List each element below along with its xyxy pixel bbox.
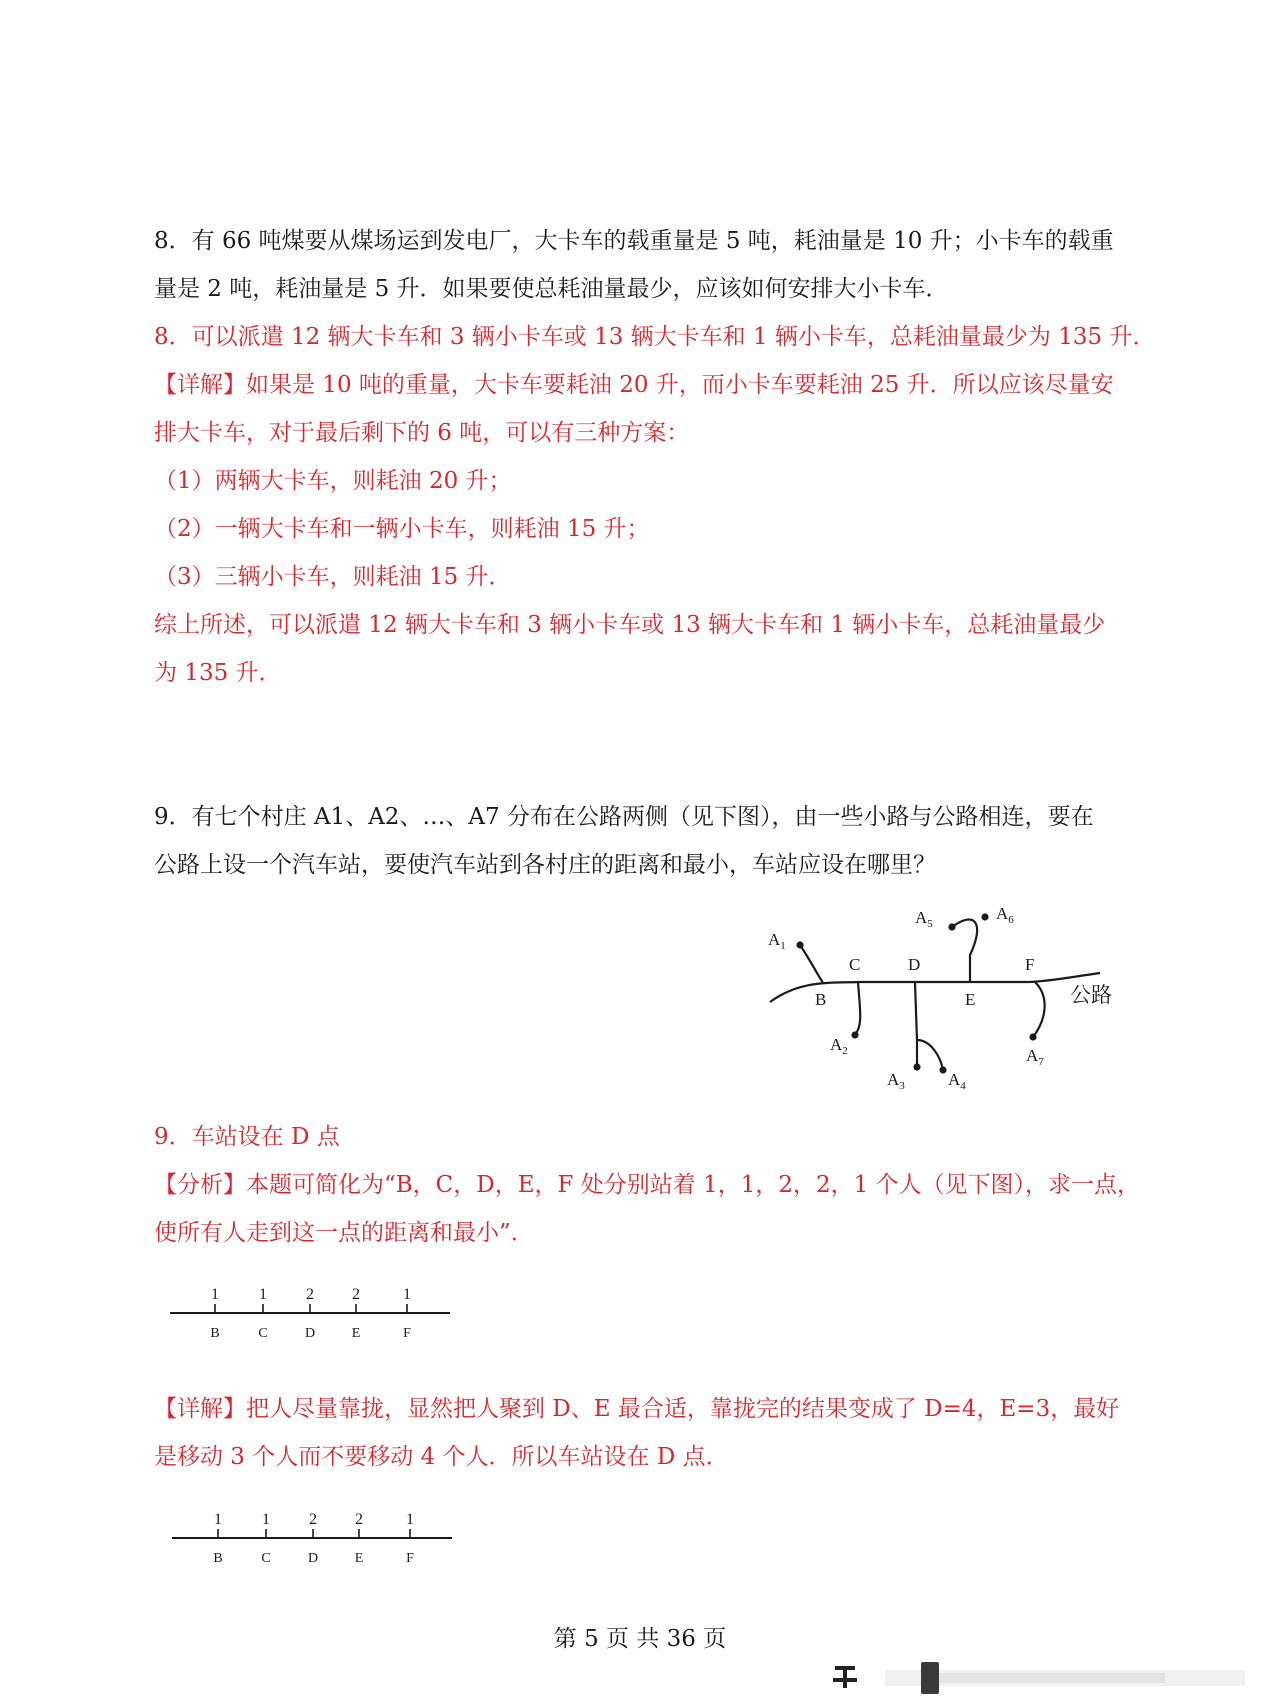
- label-point-f: F: [1025, 955, 1035, 974]
- village-map-diagram: [760, 895, 1130, 1095]
- count-d: 2: [306, 1286, 314, 1303]
- q8-line-1: 8．有 66 吨煤要从煤场运到发电厂，大卡车的载重量是 5 吨，耗油量是 10 升；小卡车的载重: [154, 228, 1114, 254]
- q8-detail-line-3: （1）两辆大卡车，则耗油 20 升；: [154, 468, 512, 494]
- village-a2-dot: [851, 1031, 858, 1038]
- point-b: B: [210, 1326, 220, 1341]
- q8-answer: 8．可以派遣 12 辆大卡车和 3 辆小卡车或 13 辆大卡车和 1 辆小卡车，总耗油量最少为 135 升．: [154, 324, 1156, 350]
- count-e: 2: [355, 1511, 363, 1528]
- path-a3: [915, 983, 917, 1067]
- number-line-1: [160, 1280, 460, 1350]
- path-a5-a6: [952, 920, 977, 982]
- q9-detail-line-2: 是移动 3 个人而不要移动 4 个人．所以车站设在 D 点．: [154, 1444, 729, 1470]
- label-point-d: D: [908, 955, 921, 974]
- label-a7: $A_7$: [1026, 1046, 1044, 1068]
- label-a3: $A_3$: [887, 1070, 905, 1092]
- label-a4: $A_4$: [948, 1070, 966, 1092]
- q9-answer: 9．车站设在 D 点: [154, 1124, 340, 1150]
- q8-line-2: 量是 2 吨，耗油量是 5 升．如果要使总耗油量最少，应该如何安排大小卡车．: [154, 276, 949, 302]
- q8-detail-line-7: 为 135 升．: [154, 660, 282, 686]
- q8-detail-line-4: （2）一辆大卡车和一辆小卡车，则耗油 15 升；: [154, 516, 650, 542]
- point-b: B: [213, 1551, 223, 1566]
- count-b: 1: [211, 1286, 219, 1303]
- count-b: 1: [214, 1511, 222, 1528]
- number-line-2: [160, 1505, 460, 1575]
- path-a4: [917, 1040, 943, 1070]
- q9-analysis-line-1: 【分析】本题可简化为“B，C，D，E，F 处分别站着 1，1，2，2，1 个人（见下图），求一点，: [154, 1172, 1141, 1198]
- label-a2: $A_2$: [830, 1035, 848, 1057]
- page-footer: 第 5 页 共 36 页: [553, 1626, 727, 1652]
- watermark-logo: [825, 1658, 1245, 1698]
- path-a1: [800, 945, 823, 983]
- label-point-e: E: [965, 990, 976, 1009]
- path-a7: [1033, 982, 1045, 1037]
- q9-detail-line-1: 【详解】把人尽量靠拢，显然把人聚到 D、E 最合适，靠拢完的结果变成了 D=4，E=3，最好: [154, 1396, 1120, 1422]
- point-f: F: [403, 1326, 411, 1341]
- count-c: 1: [259, 1286, 267, 1303]
- label-a5: $A_5$: [915, 908, 933, 930]
- q8-detail-line-5: （3）三辆小卡车，则耗油 15 升．: [154, 564, 512, 590]
- village-a7-dot: [1029, 1033, 1036, 1040]
- label-point-b: B: [815, 990, 827, 1009]
- count-f: 1: [403, 1286, 411, 1303]
- q8-detail-line-6: 综上所述，可以派遣 12 辆大卡车和 3 辆小卡车或 13 辆大卡车和 1 辆小卡车，总耗油量最少: [154, 612, 1106, 638]
- label-road: 公路: [1070, 983, 1112, 1007]
- point-e: E: [354, 1551, 364, 1566]
- label-a1: $A_1$: [768, 930, 786, 952]
- village-a1-dot: [796, 941, 803, 948]
- point-c: C: [258, 1326, 268, 1341]
- q9-analysis-line-2: 使所有人走到这一点的距离和最小”．: [154, 1220, 534, 1246]
- point-d: D: [307, 1551, 319, 1566]
- count-d: 2: [309, 1511, 317, 1528]
- point-c: C: [261, 1551, 271, 1566]
- label-point-c: C: [849, 955, 861, 974]
- q8-detail-line-1: 【详解】如果是 10 吨的重量，大卡车要耗油 20 升，而小卡车要耗油 25 升．所以应该尽量安: [154, 372, 1114, 398]
- q8-detail-line-2: 排大卡车，对于最后剩下的 6 吨，可以有三种方案：: [154, 420, 690, 446]
- point-d: D: [304, 1326, 316, 1341]
- village-a3-dot: [913, 1063, 920, 1070]
- village-a5-dot: [948, 923, 955, 930]
- path-a2: [855, 982, 860, 1035]
- label-a6: $A_6$: [996, 904, 1014, 926]
- point-f: F: [406, 1551, 414, 1566]
- village-a4-dot: [939, 1066, 946, 1073]
- point-e: E: [351, 1326, 361, 1341]
- count-c: 1: [262, 1511, 270, 1528]
- q9-line-2: 公路上设一个汽车站，要使汽车站到各村庄的距离和最小，车站应设在哪里？: [154, 852, 936, 878]
- count-f: 1: [406, 1511, 414, 1528]
- village-a6-dot: [981, 913, 988, 920]
- q9-line-1: 9．有七个村庄 A1、A2、…、A7 分布在公路两侧（见下图），由一些小路与公路相连，要在: [154, 804, 1094, 830]
- count-e: 2: [352, 1286, 360, 1303]
